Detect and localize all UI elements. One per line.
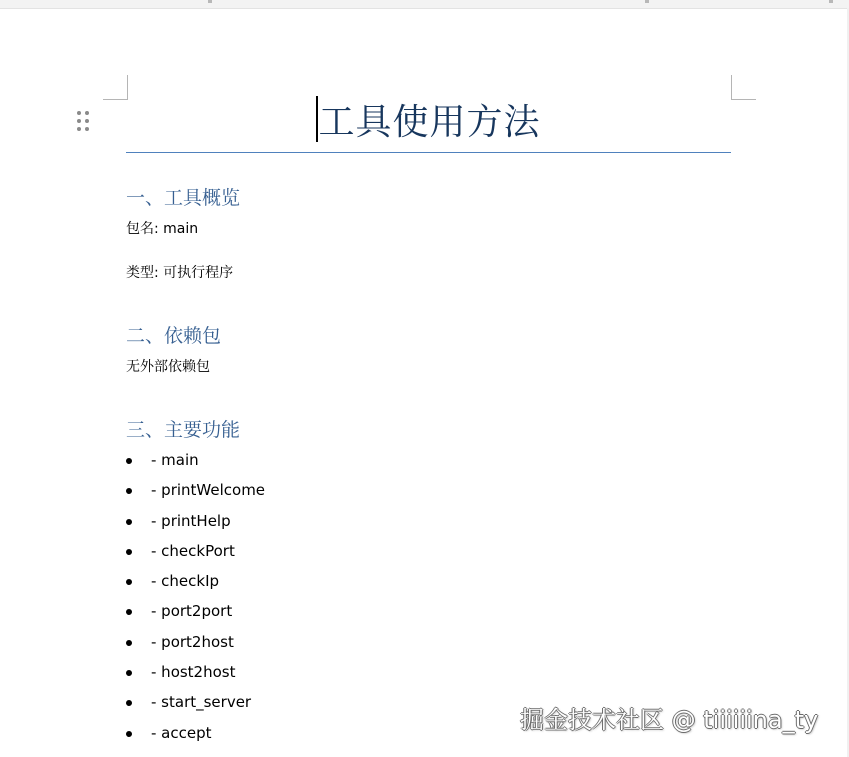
page-top-strip	[0, 0, 849, 9]
bullet-dot-icon	[126, 609, 132, 615]
list-item-text: - printWelcome	[151, 481, 266, 500]
drag-handle-dot	[85, 111, 89, 115]
bullet-dot-icon	[126, 519, 132, 525]
document-title-text: 工具使用方法	[318, 102, 541, 143]
bullet-dot-icon	[126, 549, 132, 555]
list-item-text: - checkPort	[151, 541, 235, 560]
margin-corner-top-right	[731, 75, 756, 100]
watermark: 掘金技术社区 @ tiiiiiina_ty	[520, 706, 819, 734]
list-item-text: - port2host	[151, 632, 234, 651]
top-ruler-mark	[645, 0, 649, 3]
list-item-text: - checkIp	[151, 572, 220, 591]
bullet-dot-icon	[126, 731, 132, 737]
package-name-text[interactable]: 包名: main	[126, 221, 199, 237]
list-item-text: - port2port	[151, 602, 233, 621]
bullet-dot-icon	[126, 488, 132, 494]
bullet-dot-icon	[126, 700, 132, 706]
bullet-dot-icon	[126, 640, 132, 646]
list-item-text: - start_server	[151, 693, 252, 712]
drag-handle-icon[interactable]	[75, 110, 91, 132]
section-heading-overview[interactable]: 一、工具概览	[126, 187, 241, 209]
document-title[interactable]	[126, 96, 731, 153]
section-heading-dependencies[interactable]: 二、依赖包	[126, 325, 222, 347]
drag-handle-dot	[77, 127, 81, 131]
bullet-dot-icon	[126, 458, 132, 464]
section-heading-functions[interactable]: 三、主要功能	[126, 419, 241, 441]
drag-handle-dot	[85, 119, 89, 123]
bullet-dot-icon	[126, 579, 132, 585]
dependencies-text[interactable]: 无外部依赖包	[126, 359, 210, 375]
list-item-text: - accept	[151, 723, 212, 742]
drag-handle-dot	[77, 119, 81, 123]
drag-handle-dot	[85, 127, 89, 131]
top-ruler-mark	[829, 0, 833, 3]
bullet-dot-icon	[126, 670, 132, 676]
type-text[interactable]: 类型: 可执行程序	[126, 265, 234, 281]
margin-corner-top-left	[103, 75, 128, 100]
list-item-text: - host2host	[151, 663, 236, 682]
list-item-text: - main	[151, 451, 199, 469]
list-item-text: - printHelp	[151, 511, 231, 530]
top-ruler-mark	[208, 0, 212, 3]
drag-handle-dot	[77, 111, 81, 115]
